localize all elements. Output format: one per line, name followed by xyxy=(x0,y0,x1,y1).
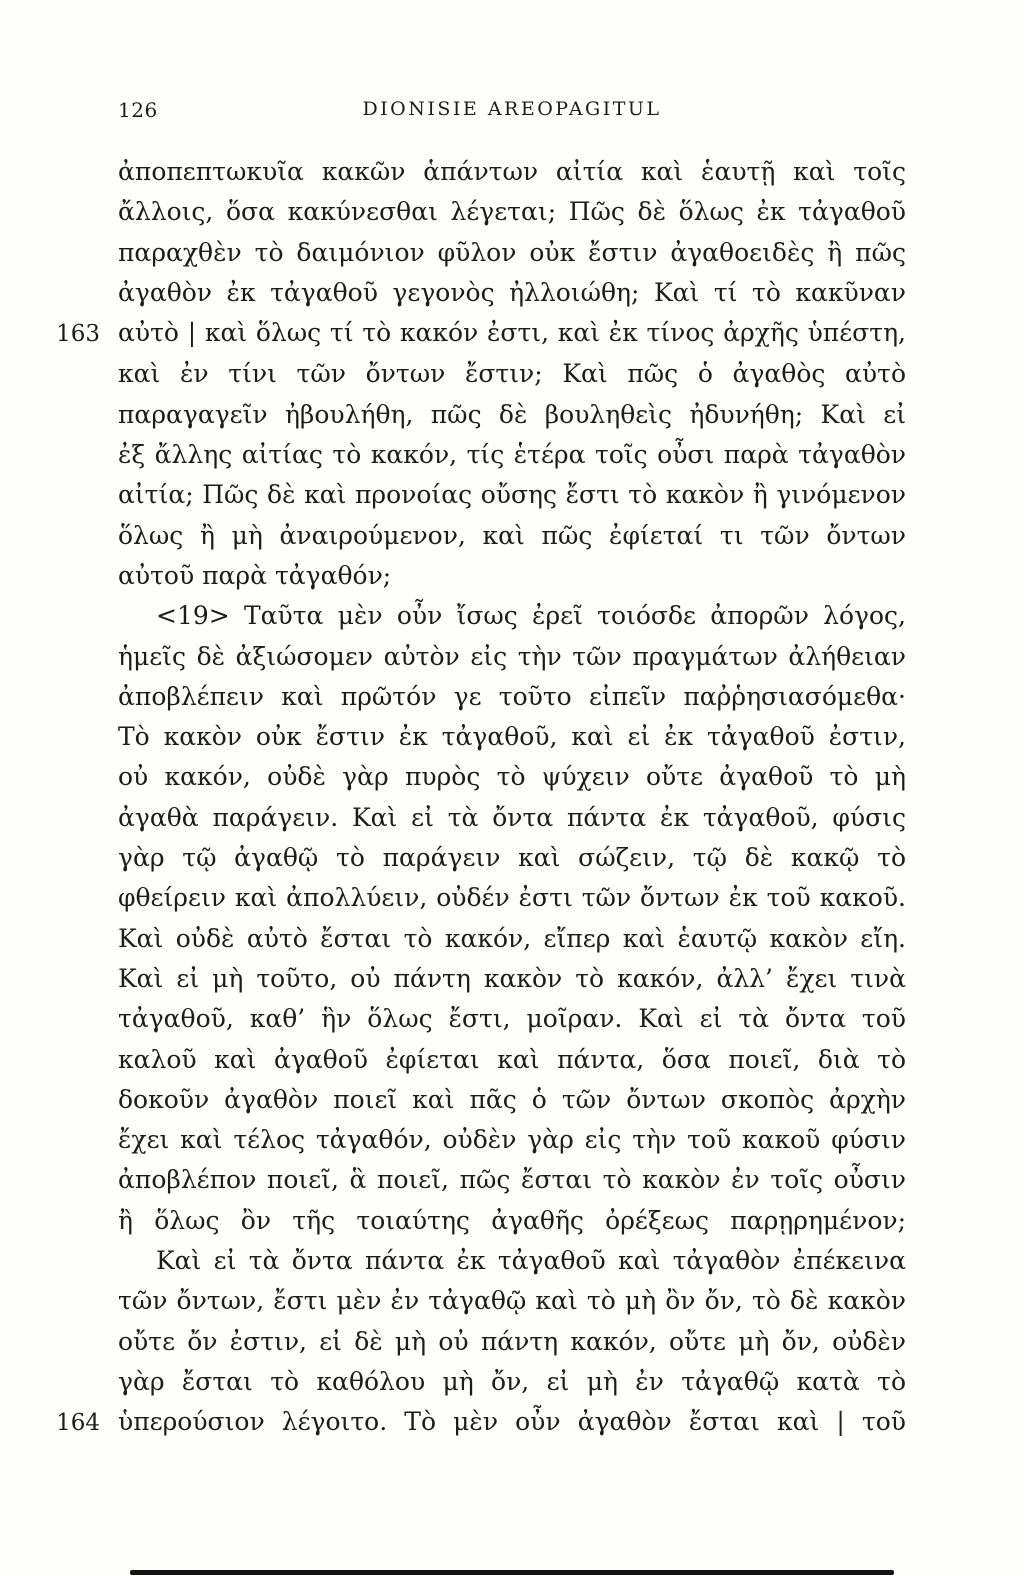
text-line: αὐτοῦ παρὰ τἀγαθόν; xyxy=(118,560,392,590)
text-line: αὐτὸ | καὶ ὅλως τί τὸ κακόν ἐστι, καὶ ἐκ τίνος ἀρχῆς ὑπέστη, xyxy=(118,318,906,348)
text-line: ἡμεῖς δὲ ἀξιώσομεν αὐτὸν εἰς τὴν τῶν πραγμάτων ἀλήθειαν xyxy=(118,641,906,671)
text-line: ὅλως ἢ μὴ ἀναιρούμενον, καὶ πῶς ἐφίεταί τι τῶν ὄντων xyxy=(118,520,906,550)
text-line: παραχθὲν τὸ δαιμόνιον φῦλον οὐκ ἔστιν ἀγαθοειδὲς ἢ πῶς xyxy=(118,237,906,267)
text-line: Καὶ εἰ μὴ τοῦτο, οὐ πάντη κακὸν τὸ κακόν, ἀλλ’ ἔχει τινὰ xyxy=(118,963,906,993)
text-line: παραγαγεῖν ἠβουλήθη, πῶς δὲ βουληθεὶς ἠδυνήθη; Καὶ εἰ xyxy=(118,399,906,429)
text-line: Καὶ οὐδὲ αὐτὸ ἔσται τὸ κακόν, εἴπερ καὶ ἑαυτῷ κακὸν εἴη. xyxy=(118,923,906,953)
text-line: αἰτία; Πῶς δὲ καὶ προνοίας οὔσης ἔστι τὸ κακὸν ἢ γινόμενον xyxy=(118,480,906,510)
text-line-row xyxy=(0,475,906,515)
text-line-row xyxy=(0,1201,906,1241)
text-line: <19> Ταῦτα μὲν οὖν ἴσως ἐρεῖ τοιόσδε ἀπορῶν λόγος, xyxy=(156,601,906,631)
text-line: γὰρ τῷ ἀγαθῷ τὸ παράγειν καὶ σώζειν, τῷ δὲ κακῷ τὸ xyxy=(118,843,906,873)
text-line: Καὶ εἰ τὰ ὄντα πάντα ἐκ τἀγαθοῦ καὶ τἀγαθὸν ἐπέκεινα xyxy=(156,1246,906,1276)
text-line-row xyxy=(0,192,906,232)
text-line: ἄλλοις, ὅσα κακύνεσθαι λέγεται; Πῶς δὲ ὅλως ἐκ τἀγαθοῦ xyxy=(118,197,906,227)
text-line-row xyxy=(0,596,906,636)
text-line-row xyxy=(0,233,906,273)
text-line-row xyxy=(0,757,906,797)
text-line-row xyxy=(0,1241,906,1281)
text-line-row xyxy=(0,1120,906,1160)
text-line: ἀγαθὰ παράγειν. Καὶ εἰ τὰ ὄντα πάντα ἐκ τἀγαθοῦ, φύσις xyxy=(118,802,906,832)
text-line: ὑπερούσιον λέγοιτο. Τὸ μὲν οὖν ἀγαθὸν ἔσται καὶ | τοῦ xyxy=(118,1407,906,1437)
text-line-row xyxy=(0,516,906,556)
text-line: τἀγαθοῦ, καθ’ ἣν ὅλως ἔστι, μοῖραν. Καὶ εἰ τὰ ὄντα τοῦ xyxy=(118,1004,906,1034)
text-line-row xyxy=(0,1362,906,1402)
page-header xyxy=(0,96,1024,126)
text-line: καλοῦ καὶ ἀγαθοῦ ἐφίεται καὶ πάντα, ὅσα ποιεῖ, διὰ τὸ xyxy=(118,1044,906,1074)
text-line: καὶ ἐν τίνι τῶν ὄντων ἔστιν; Καὶ πῶς ὁ ἀγαθὸς αὐτὸ xyxy=(118,359,906,389)
margin-page-reference: 163 xyxy=(56,321,100,348)
text-line-row xyxy=(0,798,906,838)
text-line-row xyxy=(0,1040,906,1080)
text-line-row xyxy=(0,959,906,999)
text-line-row xyxy=(0,556,906,596)
text-line-row xyxy=(0,838,906,878)
text-line-row xyxy=(0,313,906,354)
text-line: τῶν ὄντων, ἔστι μὲν ἐν τἀγαθῷ καὶ τὸ μὴ ὂν ὄν, τὸ δὲ κακὸν xyxy=(118,1286,906,1316)
text-line: γὰρ ἔσται τὸ καθόλου μὴ ὄν, εἰ μὴ ἐν τἀγαθῷ κατὰ τὸ xyxy=(118,1366,906,1396)
text-line-row xyxy=(0,999,906,1039)
text-line-row xyxy=(0,637,906,677)
text-line: ἢ ὅλως ὂν τῆς τοιαύτης ἀγαθῆς ὀρέξεως παρῃρημένον; xyxy=(118,1205,906,1235)
text-line: δοκοῦν ἀγαθὸν ποιεῖ καὶ πᾶς ὁ τῶν ὄντων σκοπὸς ἀρχὴν xyxy=(118,1084,906,1114)
text-line-row xyxy=(0,354,906,394)
text-line: ἀποπεπτωκυῖα κακῶν ἁπάντων αἰτία καὶ ἑαυτῇ καὶ τοῖς xyxy=(118,157,906,186)
text-line-row xyxy=(0,1281,906,1321)
text-line-row xyxy=(0,152,906,192)
text-line-row xyxy=(0,878,906,918)
margin-page-reference: 164 xyxy=(56,1410,100,1437)
text-block xyxy=(0,152,906,1444)
text-line-row xyxy=(0,677,906,717)
text-line-row xyxy=(0,1080,906,1120)
text-line: ἀγαθὸν ἐκ τἀγαθοῦ γεγονὸς ἠλλοιώθη; Καὶ τί τὸ κακῦναν xyxy=(118,277,906,307)
text-line: ἐξ ἄλλης αἰτίας τὸ κακόν, τίς ἑτέρα τοῖς οὖσι παρὰ τἀγαθὸν xyxy=(118,440,906,470)
text-line-row xyxy=(0,717,906,757)
text-line: φθείρειν καὶ ἀπολλύειν, οὐδέν ἐστι τῶν ὄντων ἐκ τοῦ κακοῦ. xyxy=(118,883,906,913)
text-line-row xyxy=(0,395,906,435)
page-number: 126 xyxy=(118,98,158,122)
text-line-row xyxy=(0,919,906,959)
text-line-row xyxy=(0,1160,906,1200)
text-line-row xyxy=(0,273,906,313)
scan-edge-artifact xyxy=(130,1570,894,1575)
text-line-row xyxy=(0,1402,906,1443)
text-line-row xyxy=(0,1322,906,1362)
text-line-row xyxy=(0,435,906,475)
running-title: DIONISIE AREOPAGITUL xyxy=(362,98,662,120)
text-line: ἔχει καὶ τέλος τἀγαθόν, οὐδὲν γὰρ εἰς τὴν τοῦ κακοῦ φύσιν xyxy=(118,1125,906,1155)
text-line: ἀποβλέπειν καὶ πρῶτόν γε τοῦτο εἰπεῖν παῤῥησιασόμεθα· xyxy=(118,681,906,711)
text-line: οὐ κακόν, οὐδὲ γὰρ πυρὸς τὸ ψύχειν οὔτε ἀγαθοῦ τὸ μὴ xyxy=(118,762,906,792)
text-line: Τὸ κακὸν οὐκ ἔστιν ἐκ τἀγαθοῦ, καὶ εἰ ἐκ τἀγαθοῦ ἐστιν, xyxy=(118,722,906,752)
text-line: οὔτε ὄν ἐστιν, εἰ δὲ μὴ οὐ πάντη κακόν, οὔτε μὴ ὄν, οὐδὲν xyxy=(118,1326,906,1356)
text-line: ἀποβλέπον ποιεῖ, ἃ ποιεῖ, πῶς ἔσται τὸ κακὸν ἐν τοῖς οὖσιν xyxy=(118,1165,906,1195)
